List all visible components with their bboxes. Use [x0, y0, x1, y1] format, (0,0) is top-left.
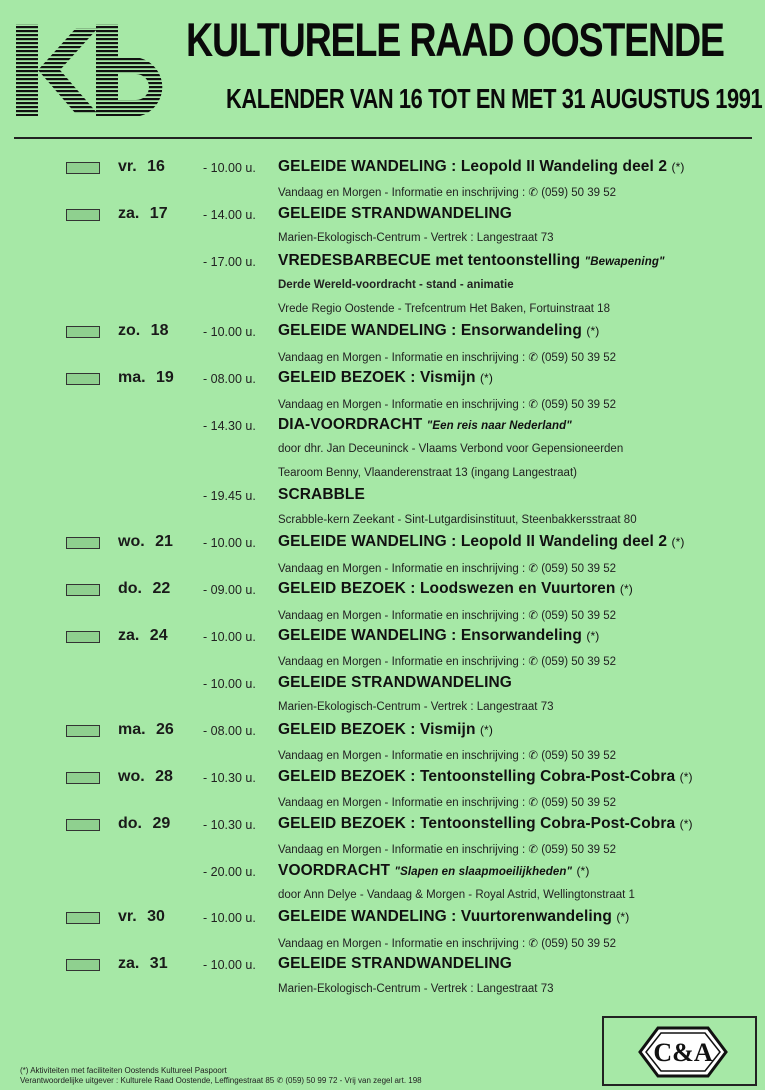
ca-logo-icon: [638, 1026, 728, 1078]
event-line: [0, 533, 765, 555]
event-detail: Vandaag en Morgen - Informatie en inschrijving : ✆ (059) 50 39 52: [278, 656, 617, 669]
event-title-text: GELEIDE WANDELING : Ensorwandeling: [278, 322, 582, 340]
detail-line: [0, 650, 765, 672]
event-line: [0, 205, 765, 227]
date-marker-icon: [66, 209, 100, 221]
footer-publisher: Verantwoordelijke uitgever : Kulturele Raad Oostende, Leffingestraat 85 ✆ (059) 50 99 72 - Vrij van zegel art. 198: [20, 1076, 422, 1085]
event-title: [278, 955, 512, 973]
event-time: - 10.30 u.: [203, 770, 256, 785]
detail-line: [0, 979, 765, 1001]
event-title: [278, 815, 693, 833]
kro-logo-icon: [14, 18, 172, 122]
event-title: [278, 322, 599, 340]
event-title: [278, 862, 589, 880]
event-time: - 14.30 u.: [203, 418, 256, 433]
event-title-text: VREDESBARBECUE met tentoonstelling: [278, 251, 581, 269]
event-detail: Vandaag en Morgen - Informatie en inschrijving : ✆ (059) 50 39 52: [278, 609, 617, 622]
event-day: ma. 19: [118, 369, 174, 387]
detail-line: [0, 791, 765, 813]
event-detail: door Ann Delye - Vandaag & Morgen - Royal Astrid, Wellingtonstraat 1: [278, 888, 635, 901]
event-line: [0, 674, 765, 696]
event-detail: Marien-Ekologisch-Centrum - Vertrek : Langestraat 73: [278, 982, 554, 995]
sponsor-box: [602, 1016, 757, 1086]
footer: [20, 1066, 422, 1086]
event-detail: Marien-Ekologisch-Centrum - Vertrek : Langestraat 73: [278, 701, 554, 714]
event-line: [0, 252, 765, 274]
event-time: - 10.00 u.: [203, 536, 256, 551]
event-time: - 08.00 u.: [203, 372, 256, 387]
event-line: [0, 815, 765, 837]
event-detail: Tearoom Benny, Vlaanderenstraat 13 (ingang Langestraat): [278, 466, 577, 479]
date-marker-icon: [66, 725, 100, 737]
event-title: [278, 908, 629, 926]
date-marker-icon: [66, 959, 100, 971]
event-line: [0, 768, 765, 790]
event-title: [278, 205, 512, 223]
event-line: [0, 322, 765, 344]
event-title-text: GELEIDE WANDELING : Ensorwandeling: [278, 627, 582, 644]
event-title-text: VOORDRACHT: [278, 861, 391, 879]
event-line: [0, 486, 765, 508]
event-line: [0, 580, 765, 602]
event-detail: Vandaag en Morgen - Informatie en inschrijving : ✆ (059) 50 39 52: [278, 797, 617, 810]
event-title-text: GELEID BEZOEK : Tentoonstelling Cobra-Post-Cobra: [278, 814, 676, 832]
event-time: - 09.00 u.: [203, 583, 256, 598]
paspoort-note: (*): [671, 160, 685, 174]
event-title: [278, 580, 633, 598]
event-title: [278, 533, 684, 551]
event-title-text: GELEID BEZOEK : Vismijn: [278, 720, 476, 738]
event-title-text: DIA-VOORDRACHT: [278, 415, 423, 433]
event-detail: Vandaag en Morgen - Informatie en inschrijving : ✆ (059) 50 39 52: [278, 750, 617, 763]
detail-line: [0, 393, 765, 415]
date-marker-icon: [66, 373, 100, 385]
date-marker-icon: [66, 631, 100, 643]
event-detail: Vandaag en Morgen - Informatie en inschrijving : ✆ (059) 50 39 52: [278, 351, 617, 364]
event-title: [278, 252, 665, 270]
event-line: [0, 416, 765, 438]
paspoort-note: (*): [479, 371, 493, 386]
event-title-text: GELEID BEZOEK : Tentoonstelling Cobra-Post-Cobra: [278, 767, 676, 785]
event-day: za. 31: [118, 955, 168, 973]
event-line: [0, 721, 765, 743]
event-title-text: GELEID BEZOEK : Vismijn: [278, 369, 476, 387]
event-detail: Vandaag en Morgen - Informatie en inschrijving : ✆ (059) 50 39 52: [278, 937, 617, 950]
event-title-text: GELEID BEZOEK : Loodswezen en Vuurtoren: [278, 580, 616, 598]
event-time: - 20.00 u.: [203, 864, 256, 879]
detail-line: [0, 299, 765, 321]
event-day: vr. 30: [118, 908, 165, 926]
event-day: do. 22: [118, 580, 171, 598]
event-time: - 10.00 u.: [203, 161, 256, 175]
event-detail: Derde Wereld-voordracht - stand - animatie: [278, 279, 514, 292]
event-detail: Vandaag en Morgen - Informatie en inschrijving : ✆ (059) 50 39 52: [278, 562, 617, 575]
detail-line: [0, 838, 765, 860]
event-day: wo. 28: [118, 767, 173, 785]
event-subtitle: "Slapen en slaapmoeilijkheden": [394, 865, 573, 878]
event-line: [0, 955, 765, 977]
event-subtitle: "Bewapening": [584, 255, 665, 268]
event-detail: door dhr. Jan Deceuninck - Vlaams Verbond voor Gepensioneerden: [278, 443, 624, 456]
paspoort-note: (*): [586, 629, 600, 643]
event-line: [0, 862, 765, 884]
event-time: - 17.00 u.: [203, 254, 256, 269]
detail-line: [0, 463, 765, 485]
detail-line: [0, 932, 765, 954]
event-detail: Vandaag en Morgen - Informatie en inschrijving : ✆ (059) 50 39 52: [278, 187, 617, 200]
event-title: [278, 674, 512, 692]
event-title: [278, 627, 599, 645]
page-subtitle: KALENDER VAN 16 TOT EN MET 31 AUGUSTUS 1991: [226, 83, 763, 114]
paspoort-note: (*): [586, 324, 600, 339]
ca-logo-text: C&A: [653, 1038, 713, 1067]
event-time: - 10.00 u.: [203, 911, 256, 926]
event-day: do. 29: [118, 814, 171, 832]
event-day: ma. 26: [118, 720, 174, 738]
event-time: - 10.00 u.: [203, 630, 256, 644]
event-detail: Scrabble-kern Zeekant - Sint-Lutgardisinstituut, Steenbakkersstraat 80: [278, 513, 637, 526]
event-time: - 14.00 u.: [203, 207, 256, 222]
event-time: - 10.00 u.: [203, 325, 256, 340]
event-title: [278, 369, 493, 387]
date-marker-icon: [66, 819, 100, 831]
event-day: wo. 21: [118, 533, 173, 551]
event-subtitle: "Een reis naar Nederland": [426, 419, 572, 432]
date-marker-icon: [66, 912, 100, 924]
event-time: - 10.00 u.: [203, 958, 256, 973]
event-title: [278, 486, 365, 504]
paspoort-note: (*): [671, 535, 685, 550]
detail-line: [0, 557, 765, 579]
event-detail: Vandaag en Morgen - Informatie en inschrijving : ✆ (059) 50 39 52: [278, 398, 617, 411]
event-time: - 08.00 u.: [203, 723, 256, 738]
detail-line: [0, 439, 765, 461]
event-line: [0, 627, 765, 649]
detail-line: [0, 181, 765, 203]
paspoort-note: (*): [616, 910, 630, 925]
detail-line: [0, 346, 765, 368]
event-detail: Vrede Regio Oostende - Trefcentrum Het Baken, Fortuinstraat 18: [278, 302, 610, 315]
paspoort-note: (*): [576, 863, 590, 878]
detail-line: [0, 885, 765, 907]
event-detail: Marien-Ekologisch-Centrum - Vertrek : Langestraat 73: [278, 232, 554, 245]
date-marker-icon: [66, 326, 100, 338]
detail-line: [0, 228, 765, 250]
event-detail: Vandaag en Morgen - Informatie en inschrijving : ✆ (059) 50 39 52: [278, 844, 617, 857]
event-line: [0, 158, 765, 180]
event-title-text: GELEIDE WANDELING : Leopold II Wandeling deel 2: [278, 533, 668, 551]
paspoort-note: (*): [679, 816, 693, 831]
date-marker-icon: [66, 162, 100, 174]
date-marker-icon: [66, 584, 100, 596]
event-time: - 10.00 u.: [203, 676, 256, 691]
event-time: - 19.45 u.: [203, 489, 256, 504]
event-title-text: GELEIDE STRANDWANDELING: [278, 204, 512, 222]
detail-line: [0, 604, 765, 626]
paspoort-note: (*): [479, 722, 493, 737]
header: [0, 0, 765, 140]
divider: [14, 137, 752, 139]
event-title-text: GELEIDE WANDELING : Vuurtorenwandeling: [278, 908, 612, 926]
page-title: KULTURELE RAAD OOSTENDE: [186, 13, 724, 66]
event-day: za. 24: [118, 627, 168, 644]
date-marker-icon: [66, 537, 100, 549]
paspoort-note: (*): [679, 769, 693, 784]
event-day: za. 17: [118, 204, 168, 222]
event-title-text: GELEIDE WANDELING : Leopold II Wandeling deel 2: [278, 158, 668, 175]
event-title: [278, 721, 493, 739]
event-line: [0, 369, 765, 391]
event-title: [278, 416, 572, 434]
event-title: [278, 158, 684, 176]
paspoort-note: (*): [619, 582, 633, 597]
event-title-text: SCRABBLE: [278, 486, 365, 504]
event-line: [0, 908, 765, 930]
footer-note: (*) Aktiviteiten met faciliteiten Oostends Kultureel Paspoort: [20, 1066, 227, 1075]
event-day: zo. 18: [118, 322, 169, 340]
event-day: vr. 16: [118, 158, 165, 175]
event-time: - 10.30 u.: [203, 817, 256, 832]
event-title: [278, 768, 693, 786]
detail-line: [0, 744, 765, 766]
date-marker-icon: [66, 772, 100, 784]
detail-line: [0, 275, 765, 297]
event-title-text: GELEIDE STRANDWANDELING: [278, 673, 512, 691]
event-title-text: GELEIDE STRANDWANDELING: [278, 955, 512, 973]
detail-line: [0, 697, 765, 719]
detail-line: [0, 510, 765, 532]
